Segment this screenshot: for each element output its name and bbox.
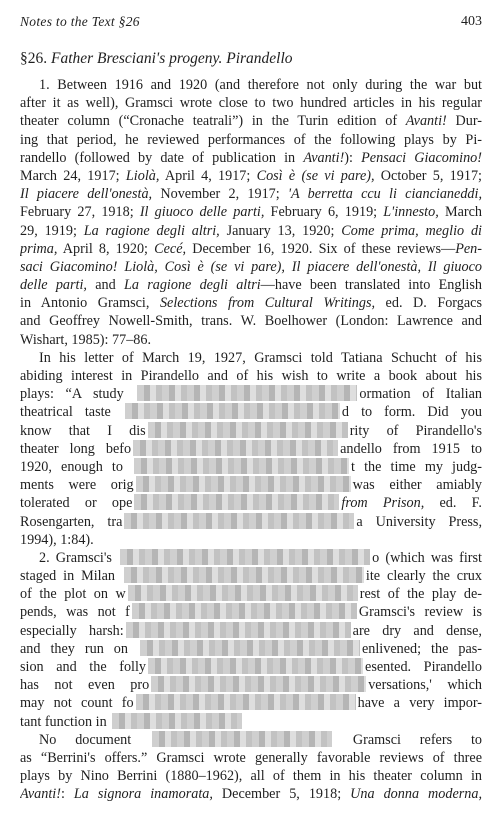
text-segment: sion and the folly: [20, 659, 147, 675]
text-segment: and they run on: [20, 640, 138, 657]
text-segment: tant function in: [20, 713, 111, 730]
text-line: [20, 331, 482, 349]
text-line: [20, 494, 482, 512]
text-line: [20, 440, 482, 458]
text-segment: March: [438, 204, 482, 221]
text-segment: Avanti!: [20, 786, 61, 803]
text-line: [20, 658, 482, 676]
text-segment: Il giuoco delle parti,: [139, 204, 265, 221]
text-line: [20, 713, 482, 731]
text-segment: ormation of Italian: [359, 386, 482, 403]
text-segment: ed. F.: [424, 495, 482, 512]
text-segment: after it as well), Gramsci wrote close to two hundred articles in his regular: [20, 95, 482, 112]
text-segment: have a very impor-: [357, 695, 482, 712]
text-segment: randello (followed by date of publication in: [20, 149, 304, 166]
text-segment: tolerated or ope: [20, 495, 133, 512]
text-line: [20, 785, 482, 803]
text-line: [20, 531, 482, 549]
text-segment: of the plot on w: [20, 586, 126, 603]
text-segment: Cecé,: [154, 240, 187, 257]
text-segment: and Geoffrey Nowell-Smith, trans. W. Boelhower (London: Lawrence and: [20, 313, 482, 330]
text-segment: plays by Nino Berrini (1880–1962), all of them in his theater column in: [20, 768, 482, 785]
text-line: [20, 167, 482, 185]
text-segment: Una donna moderna,: [350, 786, 482, 803]
redacted-block: [134, 458, 349, 474]
text-segment: February 27, 1918;: [20, 204, 140, 221]
text-segment: and: [86, 277, 124, 294]
document-page: [20, 10, 482, 804]
redacted-block: [148, 422, 348, 438]
text-segment: ite clearly the crux: [365, 568, 482, 585]
redacted-block: [128, 585, 358, 601]
text-line: [20, 112, 482, 130]
redacted-block: [120, 549, 370, 565]
text-segment: 1920, enough to: [20, 458, 133, 475]
text-line: [20, 222, 482, 240]
text-segment: are dry and dense,: [352, 622, 482, 639]
text-line: [20, 549, 482, 567]
text-line: [20, 76, 482, 94]
text-segment: esented. Pirandello: [365, 659, 482, 675]
text-segment: staged in Milan: [20, 568, 122, 585]
text-segment: January 13, 1920;: [219, 222, 342, 239]
text-segment: 29, 1919;: [20, 222, 84, 239]
text-segment: versations,' which: [368, 677, 482, 694]
text-segment: La signora inamorata,: [73, 786, 213, 803]
redacted-block: [148, 658, 363, 674]
text-line: [20, 94, 482, 112]
text-segment: Wishart, 1985): 77–86.: [20, 331, 152, 348]
text-line: [20, 203, 482, 221]
redacted-block: [133, 440, 338, 456]
text-segment: ing that period, he reviewed performances of the following plays by Pi-: [20, 131, 482, 148]
text-segment: October 5, 1917;: [374, 167, 482, 184]
text-line: [20, 622, 482, 640]
text-segment: La ragione degli altri,: [83, 222, 220, 239]
text-line: [20, 367, 482, 385]
text-line: [20, 258, 482, 276]
text-segment: No document: [39, 731, 151, 748]
text-line: [20, 694, 482, 712]
text-line: [20, 385, 482, 403]
text-segment: has not even pro: [20, 677, 150, 694]
text-segment: Rosengarten, tra: [20, 513, 123, 530]
text-segment: L'innesto,: [383, 204, 439, 221]
text-segment: Il piacere dell'onestà,: [20, 186, 153, 203]
text-line: [20, 312, 482, 330]
text-line: [20, 567, 482, 585]
text-segment: may not count fo: [20, 695, 134, 712]
text-line: [20, 731, 482, 749]
text-segment: a University Press,: [356, 513, 482, 530]
text-segment: pends, was not f: [20, 604, 130, 621]
text-line: [20, 149, 482, 167]
redacted-block: [124, 567, 364, 583]
text-segment: rest of the play de-: [359, 586, 482, 603]
text-segment: Avanti!: [303, 149, 345, 166]
text-segment: from Prison,: [341, 495, 425, 512]
text-line: [20, 276, 482, 294]
text-segment: Gramsci's review is: [358, 604, 482, 621]
text-line: [20, 513, 482, 531]
section-number: §26.: [20, 50, 48, 67]
text-line: [20, 422, 482, 440]
running-head: Notes to the Text §26: [20, 14, 140, 29]
text-segment: ):: [344, 149, 362, 166]
redacted-block: [124, 513, 354, 529]
text-line: [20, 403, 482, 421]
text-segment: Gramsci refers to: [334, 731, 482, 748]
text-segment: La ragione degli altri: [123, 277, 261, 294]
text-segment: November 2, 1917;: [152, 186, 288, 203]
text-segment: theatrical taste: [20, 404, 123, 421]
redacted-block: [151, 676, 366, 692]
text-segment: Avanti!: [405, 113, 447, 130]
text-segment: especially harsh:: [20, 622, 124, 639]
text-segment: as “Berrini's offers.” Gramsci wrote generally favorable reviews of three: [20, 749, 482, 766]
text-segment: ed. D. Forgacs: [375, 295, 482, 312]
text-segment: 'A berretta ccu li ciancianeddi,: [287, 186, 482, 203]
text-segment: Pensaci Giacomino!: [361, 149, 482, 166]
redacted-block: [132, 603, 357, 619]
text-segment: theater column (“Cronache teatrali”) in the Turin edition of: [20, 113, 406, 130]
text-segment: in Antonio Gramsci,: [20, 295, 160, 312]
redacted-block: [140, 640, 360, 656]
text-line: [20, 676, 482, 694]
text-segment: ments were orig: [20, 477, 134, 494]
page-header: [20, 10, 482, 36]
redacted-block: [126, 622, 351, 638]
text-line: [20, 476, 482, 494]
redacted-block: [112, 713, 242, 729]
notes-body: [20, 76, 482, 804]
text-segment: andello from 1915 to: [340, 440, 482, 457]
text-segment: was either amiably: [352, 477, 482, 494]
text-segment: April 4, 1917;: [159, 167, 257, 184]
text-line: [20, 603, 482, 621]
text-line: [20, 240, 482, 258]
text-line: [20, 294, 482, 312]
text-line: [20, 640, 482, 658]
text-segment: December 5, 1918;: [212, 786, 351, 803]
redacted-block: [137, 385, 357, 401]
redacted-block: [152, 731, 332, 747]
text-segment: Liolà,: [125, 167, 160, 184]
text-segment: theater long befo: [20, 440, 132, 457]
text-segment: Così è (se vi pare),: [256, 167, 375, 184]
redacted-block: [134, 494, 339, 510]
text-segment: December 16, 1920. Six of these reviews—: [186, 240, 456, 257]
text-segment: abiding interest in Pirandello and of his wish to write a book about his: [20, 368, 482, 384]
text-segment: :: [60, 786, 74, 803]
text-segment: plays: “A study: [20, 386, 136, 403]
text-segment: Selections from Cultural Writings,: [159, 295, 376, 312]
text-segment: rity of Pirandello's: [349, 422, 482, 439]
section-title: Father Bresciani's progeny. Pirandello: [51, 50, 293, 67]
text-segment: In his letter of March 19, 1927, Gramsci told Tatiana Schucht of his: [39, 349, 482, 366]
redacted-block: [125, 403, 340, 419]
text-segment: Dur-: [446, 113, 482, 130]
text-segment: saci Giacomino! Liolà, Così è (se vi pare), Il piacere dell'onestà, Il giuoco: [20, 258, 482, 275]
text-segment: t the time my judg-: [351, 458, 482, 475]
text-line: [20, 767, 482, 785]
text-segment: know that I dis: [20, 422, 146, 439]
text-segment: Come prima, meglio di: [341, 222, 482, 239]
text-line: [20, 185, 482, 203]
text-line: [20, 749, 482, 767]
text-line: [20, 458, 482, 476]
text-segment: enlivened; the pas-: [361, 640, 482, 657]
text-segment: prima,: [20, 240, 58, 257]
text-line: [20, 349, 482, 367]
redacted-block: [136, 694, 356, 710]
text-segment: March 24, 1917;: [20, 167, 126, 184]
page-number: 403: [461, 14, 482, 29]
text-segment: o (which was first: [372, 549, 482, 566]
text-line: [20, 131, 482, 149]
text-line: [20, 585, 482, 603]
text-segment: 1994), 1:84).: [20, 531, 94, 548]
redacted-block: [136, 476, 351, 492]
text-segment: d to form. Did you: [341, 404, 482, 421]
text-segment: delle parti,: [20, 277, 87, 294]
text-segment: April 8, 1920;: [57, 240, 155, 257]
text-segment: 1. Between 1916 and 1920 (and therefore not only during the war but: [39, 77, 482, 93]
text-segment: February 6, 1919;: [264, 204, 384, 221]
text-segment: —have been translated into English: [260, 277, 482, 294]
text-segment: 2. Gramsci's: [39, 549, 119, 566]
text-segment: Pen-: [455, 240, 482, 257]
section-heading: [20, 50, 482, 68]
